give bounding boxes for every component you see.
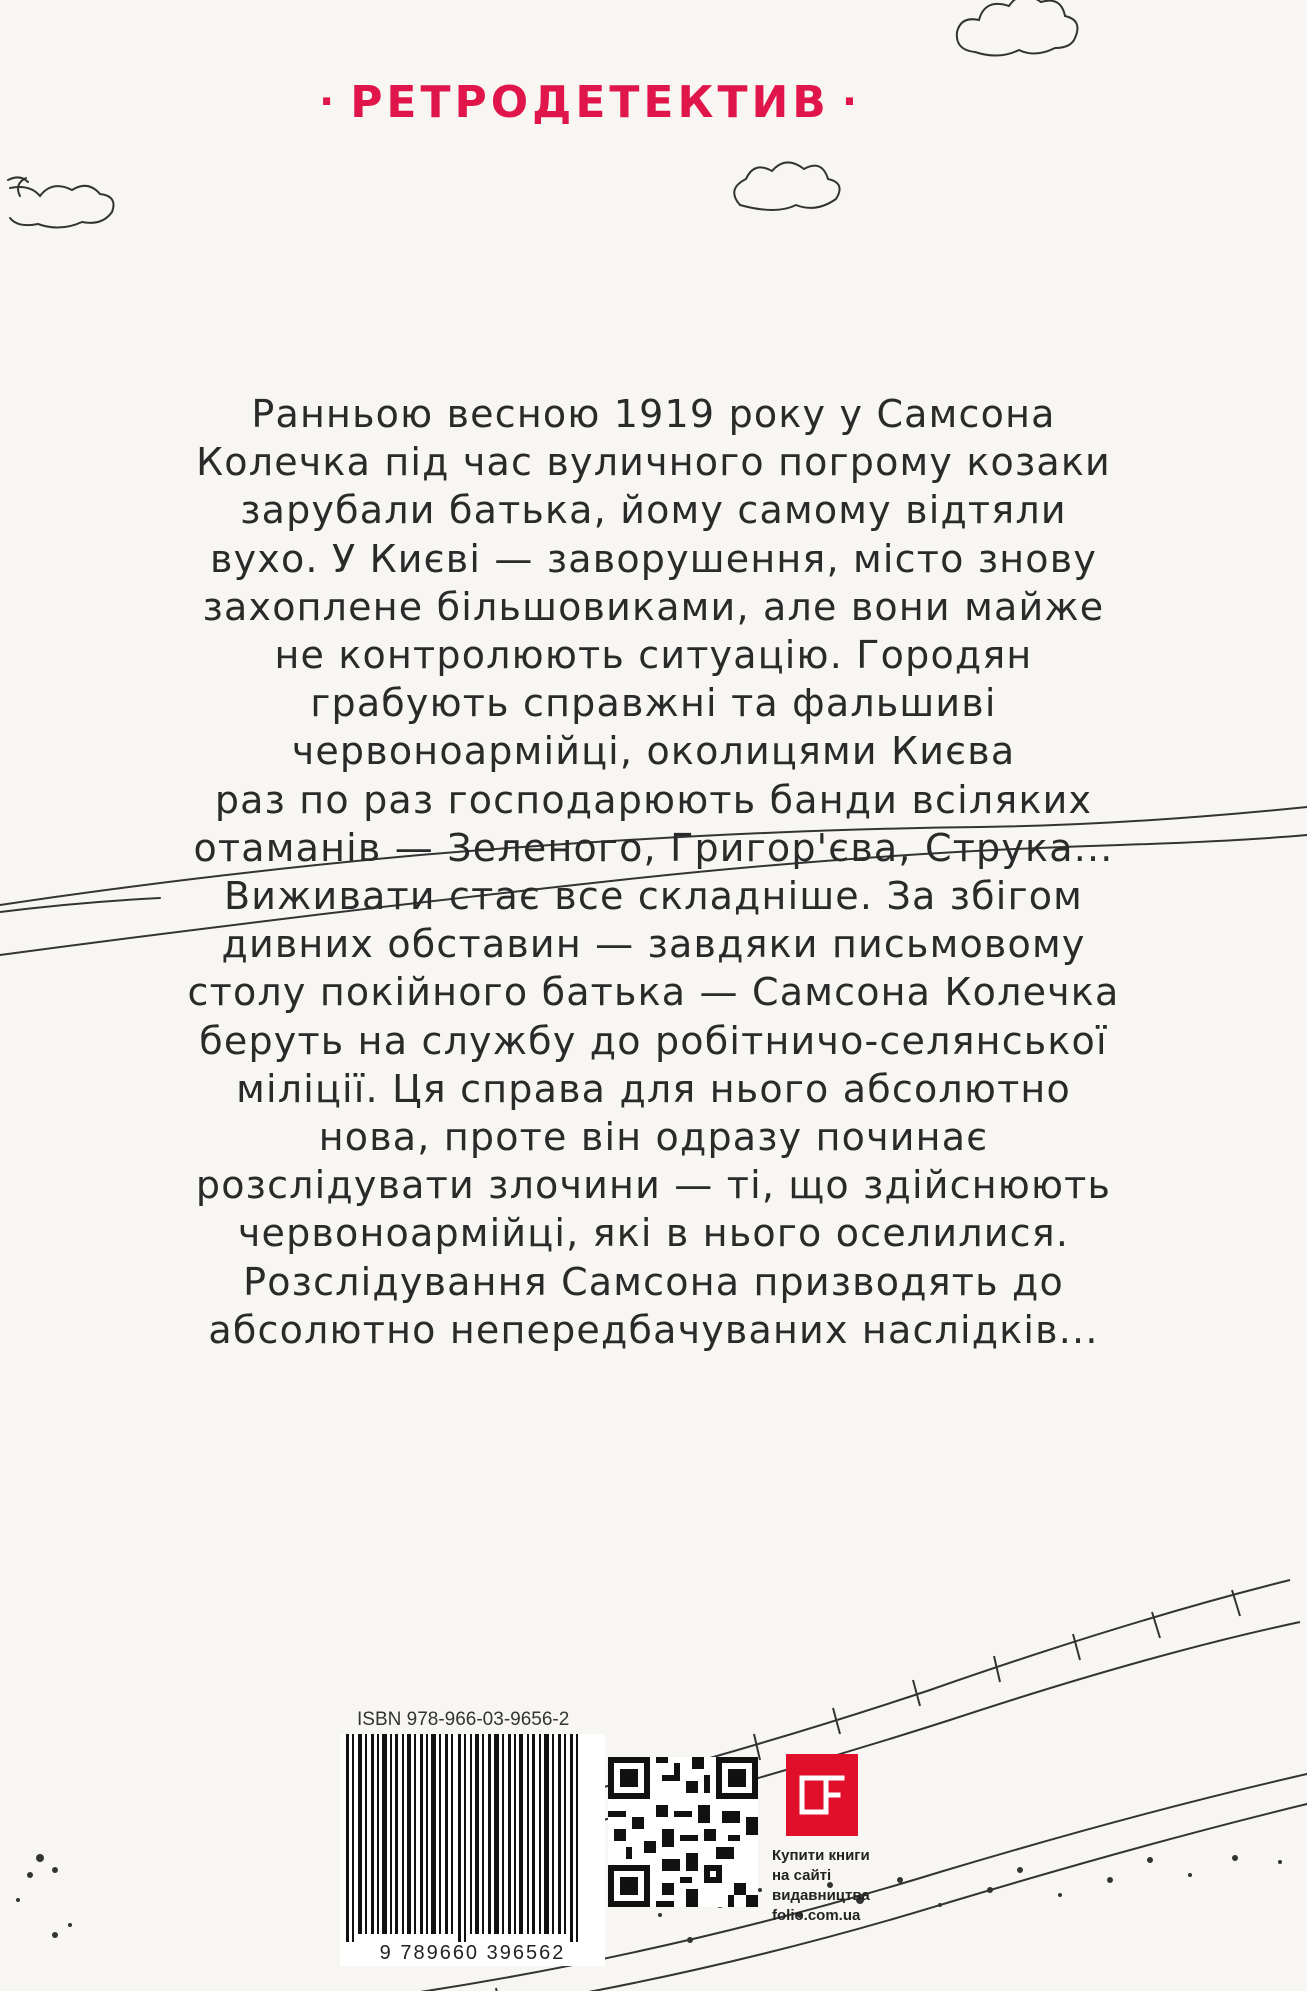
blurb-line: міліції. Ця справа для нього абсолютно [236,1066,1071,1111]
barcode-bars [340,1734,605,1946]
blurb-line: Розслідування Самсона призводять до [243,1259,1064,1304]
cloud-icon [957,0,1078,56]
buy-site-link[interactable]: folio.com.ua [772,1907,861,1924]
buy-online-note [772,1846,912,1926]
blurb-line: столу покійного батька — Самсона Колечка [187,970,1120,1015]
buy-line: Купити книги [772,1847,870,1864]
blurb-line: Ранньою весною 1919 року у Самсона [251,392,1056,436]
genre-text: РЕТРОДЕТЕКТИВ [350,76,830,128]
blurb-line: червоноармійці, які в нього оселилися. [237,1211,1070,1256]
blurb-line: грабують справжні та фальшиві [310,681,997,726]
isbn-label: ISBN 978-966-03-9656-2 [357,1709,570,1730]
blurb-line: дивних обставин — завдяки письмовому [221,922,1086,967]
bullet-dot: · [841,79,862,125]
barcode-number: 9 789660 396562 [340,1942,605,1965]
cloud-icon [734,162,839,210]
blurb-line: беруть на службу до робітничо-селянської [199,1018,1108,1063]
cloud-icon [10,186,114,228]
blurb-line: вухо. У Києві — заворушення, місто знову [209,536,1098,581]
blurb-line: нова, проте він одразу починає [318,1115,989,1160]
blurb-line: розслідувати злочини — ті, що здійснюють [195,1163,1112,1208]
blurb-line: Колечка під час вуличного погрому козаки [196,440,1111,485]
qr-code[interactable] [608,1757,758,1907]
blurb-line: не контролюють ситуацію. Городян [274,633,1033,678]
buy-line: видавництва [772,1887,870,1904]
blurb-line: зарубали батька, йому самому відтяли [240,488,1067,533]
book-blurb [140,390,1167,1354]
folio-logo [786,1754,858,1836]
blurb-line: захоплене більшовиками, але вони майже [202,584,1105,629]
blurb-line: Виживати стає все складніше. За збігом [223,874,1084,919]
blurb-line: отаманів — Зеленого, Григор'єва, Струка... [193,825,1114,870]
barcode [340,1734,605,1966]
genre-label [290,72,890,132]
buy-line: на сайті [772,1867,832,1884]
blurb-line: абсолютно непередбачуваних наслідків... [208,1307,1099,1352]
blurb-line: червоноармійці, околицями Києва [291,729,1016,774]
folio-logo-mark [786,1754,858,1836]
blurb-line: раз по раз господарюють банди всіляких [214,777,1093,822]
bullet-dot: · [318,79,339,125]
